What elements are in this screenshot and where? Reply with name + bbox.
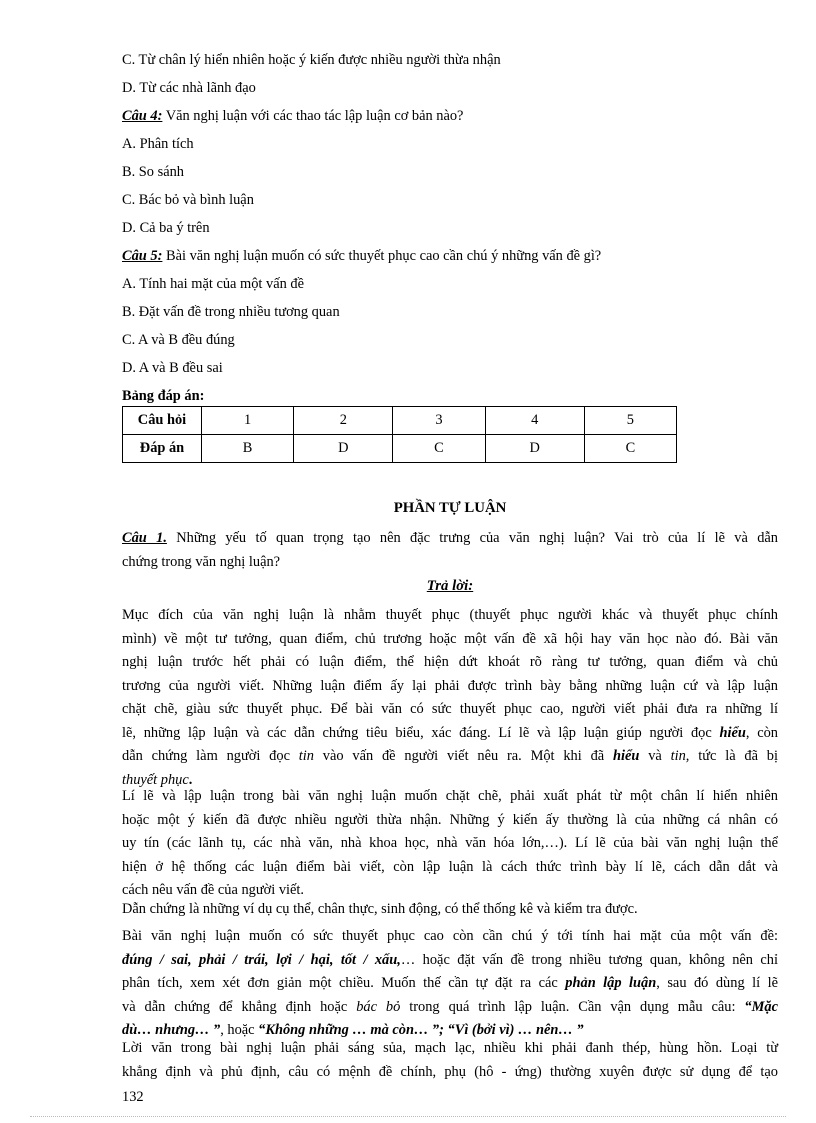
answer-heading: Trả lời: xyxy=(426,578,474,594)
section-title: PHẦN TỰ LUẬN xyxy=(393,500,507,516)
q5-label: Câu 5: xyxy=(122,248,163,264)
footer-divider xyxy=(30,1116,786,1117)
p1-line: Mục đích của văn nghị luận là nhằm thuyết phục (thuyết phục người khác và thuyết phục chính xyxy=(122,607,778,623)
q4-option-a: A. Phân tích xyxy=(122,136,194,152)
paragraph-1 xyxy=(122,604,778,792)
answer-table xyxy=(122,406,677,463)
essay-question-1 xyxy=(122,527,778,574)
p4-line: dù… nhưng… ”, hoặc “Không những … mà còn… ”; “Vì (bởi vì) … nên… ” xyxy=(122,1022,584,1038)
row-header-questions: Câu hỏi xyxy=(123,407,202,435)
q4-option-b: B. So sánh xyxy=(122,164,184,180)
paragraph-3 xyxy=(122,898,778,922)
question-cell: 1 xyxy=(202,407,294,435)
row-header-answers: Đáp án xyxy=(123,435,202,463)
question-cell: 3 xyxy=(393,407,485,435)
page-number: 132 xyxy=(122,1089,144,1105)
p3-line: Dẫn chứng là những ví dụ cụ thể, chân thực, sinh động, có thể thống kê và kiểm tra được. xyxy=(122,901,638,917)
p1-line: trương của người viết. Những luận điểm ấy lại phải được trình bày bằng những luận cứ và lập luận xyxy=(122,677,778,694)
p5-line: khẳng định và phủ định, câu có mệnh đề chính, phụ (hô - ứng) thường xuyên được sử dụng để tạo xyxy=(122,1063,778,1080)
essay-q1-line1: Những yếu tố quan trọng tạo nên đặc trưng của văn nghị luận? Vai trò của lí lẽ và dẫn xyxy=(166,530,778,546)
p2-line: hoặc một ý kiến đã được nhiều người thừa nhận. Những ý kiến ấy thường là của những cá nhân có xyxy=(122,811,778,828)
p2-line: cách nêu vấn đề của người viết. xyxy=(122,882,305,898)
answer-cell: D xyxy=(485,435,584,463)
q4-option-c: C. Bác bỏ và bình luận xyxy=(122,192,254,208)
p1-line: chặt chẽ, giàu sức thuyết phục. Để bài văn có sức thuyết phục cao, người viết phải đưa ra những lí xyxy=(122,701,778,717)
answer-table-title: Bảng đáp án: xyxy=(122,388,205,404)
q3-option-c: C. Từ chân lý hiển nhiên hoặc ý kiến được nhiều người thừa nhận xyxy=(122,52,501,68)
essay-q1-line2: chứng trong văn nghị luận? xyxy=(122,553,281,570)
answer-cell: D xyxy=(294,435,393,463)
p1-line: mình) về một tư tưởng, quan điểm, chủ trương hoặc một vấn đề xã hội hay văn học nào đó. Bài văn xyxy=(122,630,778,647)
paragraph-2 xyxy=(122,785,778,903)
answer-cell: B xyxy=(202,435,294,463)
p2-line: uy tín (các lãnh tụ, các nhà văn, nhà khoa học, nhà văn hóa lớn,…). Lí lẽ của bài văn nghị luận thể xyxy=(122,835,778,851)
q5-option-b: B. Đặt vấn đề trong nhiều tương quan xyxy=(122,304,340,320)
answer-cell: C xyxy=(393,435,485,463)
answer-table-row-answers xyxy=(123,435,677,463)
question-cell: 2 xyxy=(294,407,393,435)
p4-line: phân tích, xem xét đơn giản một chiều. Muốn thế cần tự đặt ra các phản lập luận, sau đó dùng lí lẽ xyxy=(122,975,778,991)
p1-line: nghị luận trước hết phải có luận điểm, thể hiện dứt khoát rõ ràng tư tưởng, quan điểm và chủ xyxy=(122,654,778,670)
p4-line: Bài văn nghị luận muốn có sức thuyết phục cao còn cần chú ý tới tính hai mặt của một vấn đề: xyxy=(122,928,778,944)
p1-line: dẫn chứng làm người đọc tin vào vấn đề người viết nêu ra. Một khi đã hiểu và tin, tức là đã bị xyxy=(122,748,778,764)
p1-line: lẽ, những lập luận và các dẫn chứng tiêu biểu, xác đáng. Lí lẽ và lập luận giúp người đọc hiểu, còn xyxy=(122,724,778,741)
q4-text: Văn nghị luận với các thao tác lập luận cơ bản nào? xyxy=(162,108,464,124)
question-5 xyxy=(122,248,601,265)
q5-option-d: D. A và B đều sai xyxy=(122,360,223,376)
answer-cell: C xyxy=(584,435,676,463)
p1-line: thuyết phục. xyxy=(122,771,193,788)
q5-option-c: C. A và B đều đúng xyxy=(122,332,235,348)
question-cell: 5 xyxy=(584,407,676,435)
p2-line: Lí lẽ và lập luận trong bài văn nghị luận muốn chặt chẽ, phải xuất phát từ một chân lí hiển nhiên xyxy=(122,788,778,804)
question-4 xyxy=(122,108,463,125)
essay-q1-label: Câu 1. xyxy=(122,530,167,546)
q3-option-d: D. Từ các nhà lãnh đạo xyxy=(122,80,256,96)
q5-option-a: A. Tính hai mặt của một vấn đề xyxy=(122,276,304,292)
p2-line: hiện ở hệ thống các luận điểm bài viết, còn lập luận là cách thức trình bày lí lẽ, cách dẫn dắt và xyxy=(122,858,778,875)
q4-label: Câu 4: xyxy=(122,108,163,124)
q5-text: Bài văn nghị luận muốn có sức thuyết phục cao cần chú ý những vấn đề gì? xyxy=(162,248,602,264)
question-cell: 4 xyxy=(485,407,584,435)
p5-line: Lời văn trong bài nghị luận phải sáng sủa, mạch lạc, nhiều khi phải đanh thép, hùng hồn. Loại từ xyxy=(122,1040,778,1056)
q4-option-d: D. Cả ba ý trên xyxy=(122,220,210,236)
answer-table-row-questions xyxy=(123,407,677,435)
p4-line: và dẫn chứng để khẳng định hoặc bác bỏ trong quá trình lập luận. Cần vận dụng mẫu câu: “Mặc xyxy=(122,998,778,1015)
paragraph-4 xyxy=(122,925,778,1043)
p4-line: đúng / sai, phải / trái, lợi / hại, tốt / xấu,… hoặc đặt vấn đề trong nhiều tương quan, không nên chỉ xyxy=(122,951,778,968)
paragraph-5 xyxy=(122,1037,778,1084)
